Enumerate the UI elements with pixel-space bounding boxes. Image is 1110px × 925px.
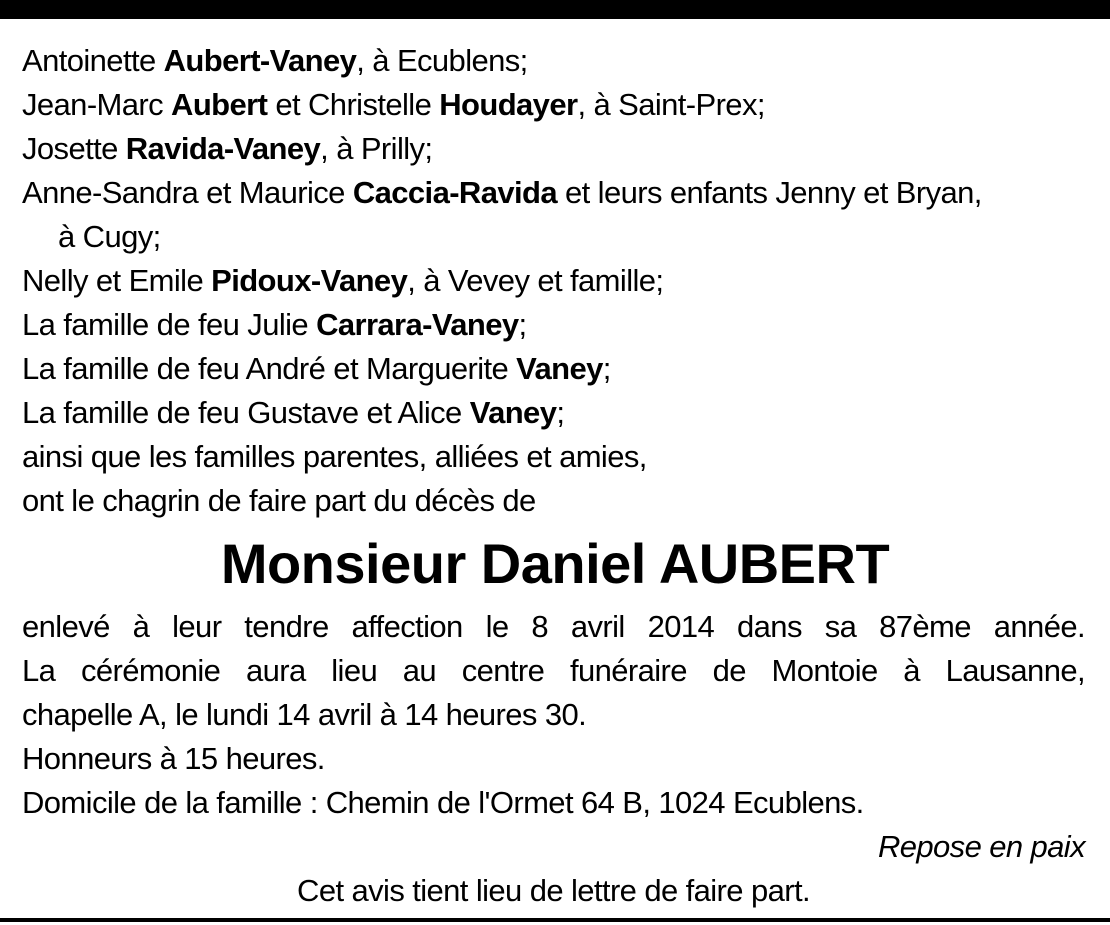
family-line [22,347,1085,391]
line-text: ; [602,351,611,386]
line-text: , à Saint-Prex; [577,87,765,122]
detail-line: La cérémonie aura lieu au centre funéraire de Montoie à Lausanne, [22,653,1085,688]
deceased-name: Monsieur Daniel AUBERT [220,532,890,595]
family-surname: Aubert-Vaney [163,43,357,78]
bottom-rule [0,918,1110,922]
detail-line: Honneurs à 15 heures. [22,741,325,776]
family-surname: Pidoux-Vaney [211,263,408,298]
line-text: Nelly et Emile [22,263,212,298]
line-text: , à Vevey et famille; [407,263,664,298]
death-notice [22,39,1085,913]
line-text: Jean-Marc [22,87,172,122]
closing-phrase: Repose en paix [877,829,1085,864]
line-text: La famille de feu Julie [22,307,317,342]
detail-line: Domicile de la famille : Chemin de l'Ormet 64 B, 1024 Ecublens. [22,785,864,820]
line-text: La famille de feu Gustave et Alice [22,395,470,430]
family-surname: Houdayer [439,87,578,122]
line-text: à Cugy; [58,219,161,254]
family-line [22,479,1085,523]
line-text: ; [556,395,565,430]
family-line [22,391,1085,435]
line-text: , à Ecublens; [356,43,528,78]
family-line [22,83,1085,127]
family-line [22,171,1085,215]
family-surname: Vaney [516,351,603,386]
detail-line: enlevé à leur tendre affection le 8 avril 2014 dans sa 87ème année. [22,609,1085,644]
footer-note: Cet avis tient lieu de lettre de faire part. [297,873,810,908]
family-line [22,303,1085,347]
family-surname: Caccia-Ravida [352,175,557,210]
line-text: La famille de feu André et Marguerite [22,351,517,386]
line-text: Josette [22,131,126,166]
line-text: Antoinette [22,43,164,78]
line-text: ont le chagrin de faire part du décès de [22,483,536,518]
family-surname: Ravida-Vaney [125,131,321,166]
family-line [22,39,1085,83]
line-text: ainsi que les familles parentes, alliées et amies, [22,439,647,474]
line-text: et leurs enfants Jenny et Bryan, [557,175,982,210]
family-line [22,259,1085,303]
family-line [22,215,1085,259]
top-rule [0,0,1110,19]
family-line [22,435,1085,479]
family-line [22,127,1085,171]
line-text: ; [518,307,527,342]
family-surname: Carrara-Vaney [316,307,519,342]
line-text: et Christelle [267,87,440,122]
line-text: , à Prilly; [320,131,433,166]
family-surname: Vaney [469,395,557,430]
line-text: Anne-Sandra et Maurice [22,175,353,210]
detail-line: chapelle A, le lundi 14 avril à 14 heures 30. [22,697,587,732]
family-surname: Aubert [171,87,268,122]
